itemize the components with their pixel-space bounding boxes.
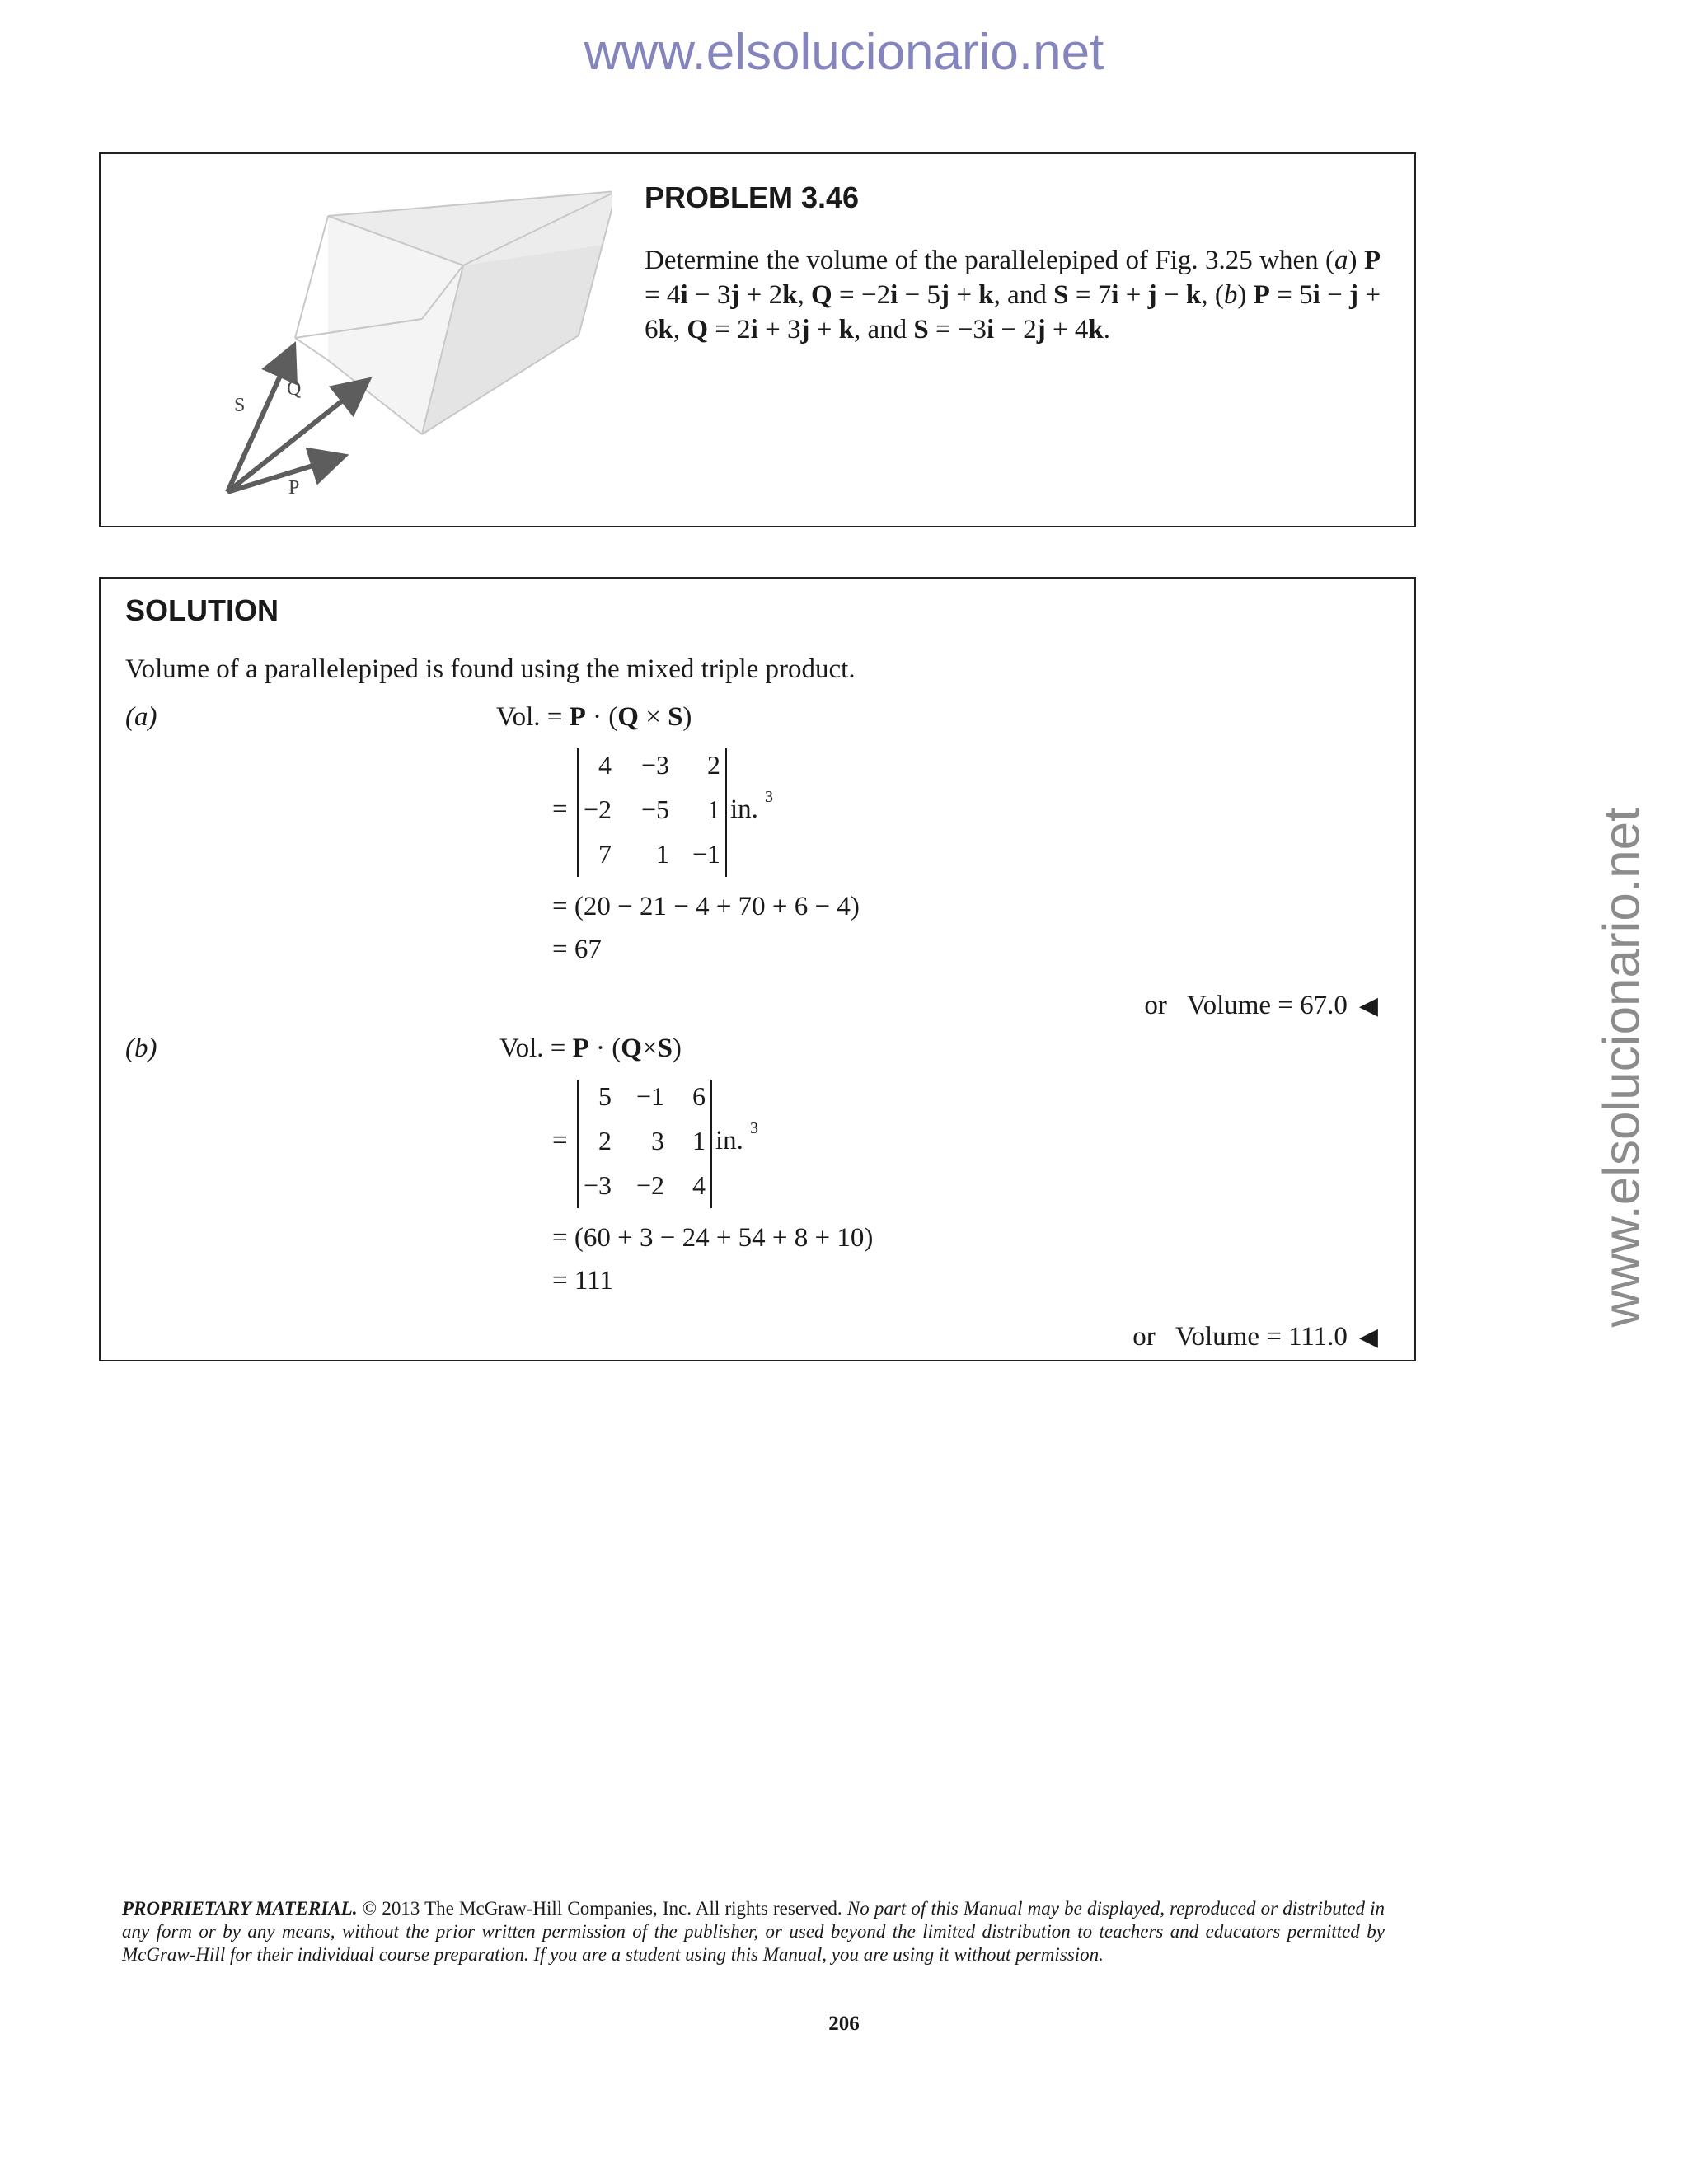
part-a-answer [1144,991,1378,1021]
part-a-equals: = [552,794,568,824]
matrix-cell: 1 [692,1126,706,1155]
part-a-formula: Vol. = P · (Q × S) [496,702,692,732]
part-a-label: (a) [125,702,157,732]
matrix-cell: 1 [707,794,720,824]
answer-marker-icon: ◀ [1358,992,1378,1019]
footer-copyright: © 2013 The McGraw-Hill Companies, Inc. All rights reserved. [362,1898,842,1919]
footer-bold-lead: PROPRIETARY MATERIAL. [122,1898,358,1919]
problem-statement: Determine the volume of the parallelepiped of Fig. 3.25 when (a) P = 4i − 3j + 2k, Q = −2i − 5j + k, and S = 7i + j − k, (b) P = 5i − j + 6k, Q = 2i + 3j + k, and S = −3i − 2j + 4k. [645,246,1381,344]
watermark-side: www.elsolucionario.net [1593,807,1651,1328]
matrix-cell: 5 [598,1081,612,1111]
matrix-cell: 6 [692,1081,706,1111]
matrix-cell: 2 [707,750,720,780]
matrix-cell: −3 [640,750,669,780]
matrix-cell: 4 [692,1170,706,1200]
problem-title: PROBLEM 3.46 [645,180,860,214]
vector-p-arrow [227,457,340,492]
part-b-expansion: = (60 + 3 − 24 + 54 + 8 + 10) [552,1223,874,1253]
footer-disclaimer: No part of this Manual may be displayed, reproduced or distributed in any form or by any means, without the prior written permission of the publisher, or used beyond the limited distribution to teachers and educators permitted by McGraw-Hill for their individual course preparation. If you are a student using this Manual, you are using it without permission. [122,1898,1386,1965]
part-b-formula: Vol. = P · (Q×S) [499,1033,682,1063]
solution-box [99,577,1416,1361]
part-a-unit-exponent: 3 [765,788,773,806]
solution-title: SOLUTION [125,593,279,627]
part-b-result: = 111 [552,1266,613,1296]
matrix-cell: 4 [598,750,612,780]
part-a-determinant [577,748,727,877]
part-a-answer-text: or Volume = 67.0 [1144,991,1348,1020]
label-p: P [288,477,300,499]
matrix-cell: −1 [635,1081,664,1111]
part-b-determinant [577,1080,712,1208]
part-b-unit: in. [715,1126,743,1155]
part-b-unit-exponent: 3 [750,1119,758,1137]
copyright-notice [122,1897,1385,1966]
matrix-cell: −2 [635,1170,664,1200]
vector-s-arrow [227,350,292,492]
matrix-cell: −1 [692,839,720,869]
label-q: Q [287,378,302,400]
solution-intro: Volume of a parallelepiped is found using the mixed triple product. [125,654,856,684]
matrix-cell: 2 [598,1126,612,1155]
part-a-expansion: = (20 − 21 − 4 + 70 + 6 − 4) [552,892,860,921]
problem-box [99,152,1416,527]
part-b-label: (b) [125,1033,157,1063]
page-number: 206 [828,2013,860,2035]
matrix-cell: −3 [583,1170,612,1200]
matrix-cell: −2 [583,794,612,824]
matrix-cell: 3 [651,1126,664,1155]
watermark-top: www.elsolucionario.net [584,24,1104,81]
matrix-cell: −5 [640,794,669,824]
matrix-cell: 1 [656,839,669,869]
label-s: S [234,395,246,416]
part-b-answer [1132,1322,1378,1352]
part-b-equals: = [552,1126,568,1155]
part-a-result: = 67 [552,935,602,964]
matrix-cell: 7 [598,839,612,869]
part-b-answer-text: or Volume = 111.0 [1132,1322,1348,1352]
answer-marker-icon: ◀ [1358,1324,1378,1351]
parallelepiped-figure [150,162,612,525]
part-a-unit: in. [730,794,758,824]
